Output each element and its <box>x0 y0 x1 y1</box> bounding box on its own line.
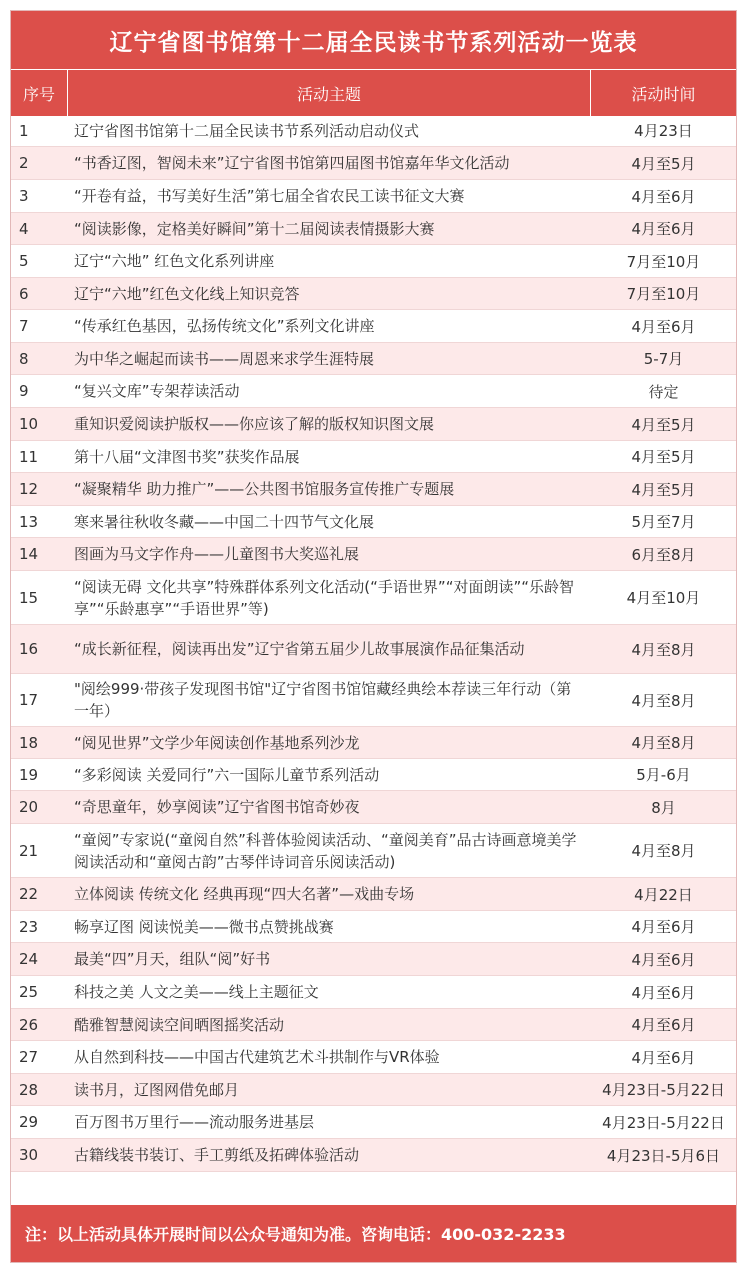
row-time: 4月至8月 <box>631 691 696 710</box>
row-time: 4月至6月 <box>631 317 696 336</box>
row-no: 24 <box>19 950 39 968</box>
row-topic: 为中华之崛起而读书——周恩来求学生涯特展 <box>74 349 375 368</box>
row-topic: “凝聚精华 助力推广”——公共图书馆服务宣传推广专题展 <box>74 480 455 498</box>
row-no: 19 <box>19 765 39 784</box>
row-no: 21 <box>19 841 39 860</box>
row-no: 3 <box>19 187 29 205</box>
table-row <box>11 943 736 976</box>
row-topic: 从自然到科技——中国古代建筑艺术斗拱制作与VR体验 <box>74 1048 440 1066</box>
row-time: 4月至6月 <box>631 983 696 1002</box>
row-no: 13 <box>19 512 39 531</box>
row-topic: “童阅”专家说(“童阅自然”科普体验阅读活动、“童阅美育”品古诗画意境美学阅读活动和“童阅古韵”古琴伴诗词音乐阅读活动) <box>74 830 577 871</box>
row-no: 8 <box>19 349 29 368</box>
row-time: 4月22日 <box>634 885 693 904</box>
row-time: 待定 <box>648 382 679 401</box>
row-topic: “复兴文库”专架荐读活动 <box>74 382 240 400</box>
table-row <box>11 310 736 343</box>
row-no: 2 <box>19 154 29 172</box>
table-title: 辽宁省图书馆第十二届全民读书节系列活动一览表 <box>11 11 736 69</box>
row-topic: 辽宁“六地” 红色文化系列讲座 <box>74 252 275 270</box>
row-time: 4月至10月 <box>626 589 701 607</box>
table-row <box>11 213 736 245</box>
header-time: 活动时间 <box>631 84 696 104</box>
row-time: 4月至5月 <box>631 415 696 434</box>
table-row <box>11 791 736 824</box>
table-row <box>11 343 736 375</box>
row-no: 9 <box>19 382 29 400</box>
row-topic: 图画为马文字作舟——儿童图书大奖巡礼展 <box>74 545 360 563</box>
table-row <box>11 1041 736 1074</box>
table-row <box>11 976 736 1009</box>
table-row <box>11 727 736 759</box>
row-time: 8月 <box>651 798 676 817</box>
row-time: 7月至10月 <box>626 285 701 303</box>
row-time: 4月至6月 <box>631 1048 696 1067</box>
row-topic: 立体阅读 传统文化 经典再现“四大名著”—戏曲专场 <box>74 885 415 903</box>
table-row <box>11 625 736 674</box>
table-row <box>11 147 736 180</box>
table-row <box>11 408 736 441</box>
row-time: 4月23日-5月22日 <box>602 1113 725 1132</box>
row-topic: “开卷有益，书写美好生活”第七届全省农民工读书征文大赛 <box>74 187 465 205</box>
row-topic: 第十八届“文津图书奖”获奖作品展 <box>74 447 300 466</box>
row-topic: “阅读无碍 文化共享”特殊群体系列文化活动(“手语世界”“对面朗读”“乐龄智享”“乐龄惠享”“手语世界”等) <box>74 577 575 618</box>
table-row <box>11 824 736 878</box>
row-no: 15 <box>19 588 39 607</box>
row-topic: “阅读影像，定格美好瞬间”第十二届阅读表情摄影大赛 <box>74 219 435 238</box>
row-topic: “成长新征程，阅读再出发”辽宁省第五届少儿故事展演作品征集活动 <box>74 640 525 658</box>
row-topic: “奇思童年，妙享阅读”辽宁省图书馆奇妙夜 <box>74 798 360 816</box>
table-row <box>11 1009 736 1041</box>
row-topic: “传承红色基因，弘扬传统文化”系列文化讲座 <box>74 317 375 335</box>
row-no: 29 <box>19 1113 39 1131</box>
row-topic: 重知识爱阅读护版权——你应该了解的版权知识图文展 <box>74 415 435 433</box>
row-no: 7 <box>19 317 29 335</box>
row-topic: "阅绘999·带孩子发现图书馆"辽宁省图书馆馆藏经典绘本荐读三年行动（第一年） <box>74 680 572 720</box>
row-no: 12 <box>19 480 39 498</box>
row-no: 1 <box>19 121 29 140</box>
row-topic: 最美“四”月天，组队“阅”好书 <box>74 950 271 968</box>
table-row <box>11 674 736 727</box>
table-row <box>11 759 736 791</box>
row-no: 20 <box>19 798 39 816</box>
row-no: 30 <box>19 1146 39 1164</box>
row-no: 14 <box>19 545 39 563</box>
row-time: 4月至6月 <box>631 187 696 206</box>
row-topic: 古籍线装书装订、手工剪纸及拓碑体验活动 <box>74 1146 360 1164</box>
table-row <box>11 538 736 571</box>
row-time: 5月至7月 <box>631 513 696 531</box>
header-no: 序号 <box>11 70 68 116</box>
row-topic: 读书月，辽图网借免邮月 <box>74 1080 240 1099</box>
row-time: 4月至6月 <box>631 950 696 969</box>
row-time: 5月-6月 <box>636 766 691 784</box>
row-no: 23 <box>19 917 39 936</box>
table-row <box>11 180 736 213</box>
table-row <box>11 278 736 310</box>
table-row <box>11 115 736 147</box>
footer-note: 注：以上活动具体开展时间以公众号通知为准。咨询电话：400-032-2233 <box>11 1205 736 1262</box>
row-no: 10 <box>19 415 39 433</box>
row-no: 16 <box>19 640 39 658</box>
row-no: 18 <box>19 733 39 752</box>
row-time: 4月至5月 <box>631 448 696 466</box>
row-time: 4月至8月 <box>631 734 696 752</box>
row-time: 4月至8月 <box>631 640 696 659</box>
row-time: 4月23日-5月22日 <box>602 1081 725 1099</box>
row-time: 4月至6月 <box>631 220 696 238</box>
row-topic: “多彩阅读 关爱同行”六一国际儿童节系列活动 <box>74 765 380 784</box>
row-time: 6月至8月 <box>631 545 696 564</box>
row-time: 4月至8月 <box>631 842 696 860</box>
row-topic: 辽宁省图书馆第十二届全民读书节系列活动启动仪式 <box>74 121 420 140</box>
row-topic: 科技之美 人文之美——线上主题征文 <box>74 983 319 1001</box>
table-row <box>11 1139 736 1172</box>
table-row <box>11 571 736 625</box>
row-no: 22 <box>19 885 39 903</box>
table-row <box>11 441 736 473</box>
row-time: 4月至6月 <box>631 1016 696 1034</box>
row-no: 11 <box>19 447 39 466</box>
row-topic: “书香辽图，智阅未来”辽宁省图书馆第四届图书馆嘉年华文化活动 <box>74 154 510 172</box>
header-topic: 活动主题 <box>68 70 591 116</box>
table-row <box>11 1106 736 1139</box>
row-topic: 酷雅智慧阅读空间晒图摇奖活动 <box>74 1015 285 1034</box>
row-no: 26 <box>19 1015 39 1034</box>
row-topic: 百万图书万里行——流动服务进基层 <box>74 1113 315 1131</box>
row-time: 7月至10月 <box>626 252 701 271</box>
table-header-row <box>11 69 736 116</box>
table-row <box>11 1074 736 1106</box>
row-topic: 畅享辽图 阅读悦美——微书点赞挑战赛 <box>74 917 334 936</box>
row-time: 4月23日 <box>634 122 693 140</box>
row-no: 17 <box>19 691 39 709</box>
row-time: 5-7月 <box>643 350 684 368</box>
table-row <box>11 911 736 943</box>
table-row <box>11 506 736 538</box>
row-topic: 辽宁“六地”红色文化线上知识竞答 <box>74 284 300 303</box>
table-row <box>11 473 736 506</box>
row-time: 4月23日-5月6日 <box>606 1146 721 1165</box>
activity-table-frame <box>10 10 737 1263</box>
row-no: 28 <box>19 1080 39 1099</box>
table-row <box>11 375 736 408</box>
row-no: 6 <box>19 284 29 303</box>
row-no: 5 <box>19 252 29 270</box>
row-no: 4 <box>19 219 29 238</box>
row-no: 27 <box>19 1048 39 1066</box>
table-row <box>11 878 736 911</box>
table-row <box>11 245 736 278</box>
row-topic: 寒来暑往秋收冬藏——中国二十四节气文化展 <box>74 512 375 531</box>
row-time: 4月至5月 <box>631 480 696 499</box>
row-time: 4月至6月 <box>631 918 696 936</box>
row-topic: “阅见世界”文学少年阅读创作基地系列沙龙 <box>74 733 360 752</box>
row-no: 25 <box>19 983 39 1001</box>
row-time: 4月至5月 <box>631 154 696 173</box>
